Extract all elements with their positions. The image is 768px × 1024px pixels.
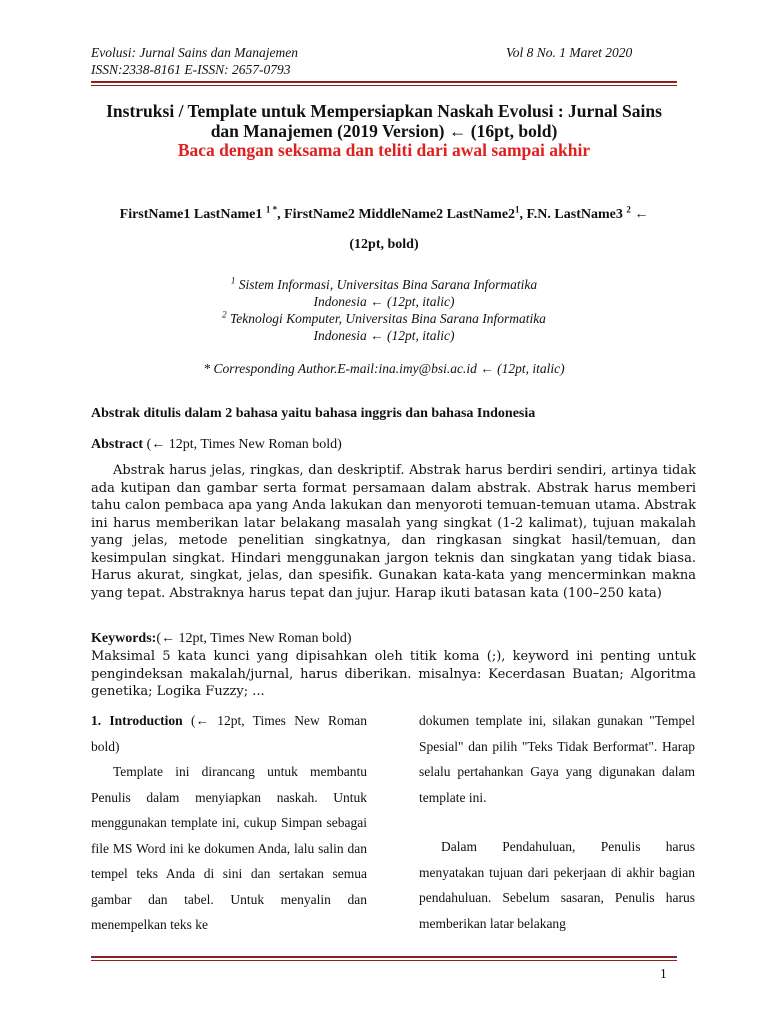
header-rule-thin bbox=[91, 85, 677, 86]
corresponding-author: * Corresponding Author.E-mail:ina.imy@bsi.ac.id ← (12pt, italic) bbox=[203, 361, 565, 376]
affil-2-line-2: Indonesia ← (12pt, italic) bbox=[313, 328, 455, 343]
keywords-heading bbox=[91, 631, 352, 647]
title-line-1: Instruksi / Template untuk Mempersiapkan Naskah Evolusi : Jurnal Sains bbox=[106, 101, 662, 121]
intro-paragraph-1-continued: dokumen template ini, silakan gunakan "Tempel Spesial" dan pilih "Teks Tidak Berformat". Harap selalu pertahankan Gaya yang digunakan dalam template ini. bbox=[419, 713, 695, 805]
paper-subtitle: Baca dengan seksama dan teliti dari awal sampai akhir bbox=[177, 140, 591, 160]
journal-volume: Vol 8 No. 1 Maret 2020 bbox=[506, 45, 633, 60]
author-note-arrow: ← bbox=[630, 207, 649, 222]
running-header-left bbox=[91, 44, 298, 78]
author-format-note: (12pt, bold) bbox=[349, 237, 419, 252]
abstract-heading bbox=[91, 437, 342, 453]
abstract-label-note: (← 12pt, Times New Roman bold) bbox=[143, 437, 342, 452]
affiliations bbox=[91, 276, 677, 344]
right-column bbox=[419, 708, 695, 936]
author-list bbox=[91, 200, 677, 260]
author-1-affil: 1 * bbox=[265, 204, 278, 215]
intro-paragraph-1: Template ini dirancang untuk membantu Penulis dalam menyiapkan naskah. Untuk menggunakan template ini, cukup Simpan sebagai file MS Word ini ke dokumen Anda, lalu salin dan tempel teks Anda di sini dan sertakan semua gambar dan tabel. Untuk menyalin dan menempelkan teks ke bbox=[91, 764, 367, 932]
author-3: , F.N. LastName3 bbox=[519, 207, 623, 222]
footer-rule-thin bbox=[91, 960, 677, 961]
abstract-language-heading: Abstrak ditulis dalam 2 bahasa yaitu bahasa inggris dan bahasa Indonesia bbox=[91, 406, 536, 421]
affil-2-mark: 2 bbox=[222, 309, 227, 320]
page-number: 1 bbox=[660, 966, 667, 981]
abstract-body: Abstrak harus jelas, ringkas, dan deskriptif. Abstrak harus berdiri sendiri, artinya tidak ada kutipan dan gambar serta format persamaan dalam abstrak. Abstrak harus memberi tahu calon pembaca apa yang Anda lakukan dan menyoroti temuan-temuan utama. Abstrak ini harus memberikan latar belakang masalah yang singkat (1-2 kalimat), tujuan makalah yang jelas, metode penelitian singkatnya, dan ringkasan singkat hasil/temuan, dan kesimpulan singkat. Hindari menggunakan jargon teknis dan singkatan yang tidak biasa. Harus akurat, singkat, jelas, dan spesifik. Gunakan kata-kata yang mencerminkan makna yang tepat. Abstraknya harus tepat dan jujur. Harap ikuti batasan kata (100–250 kata) bbox=[91, 463, 696, 601]
journal-issn: ISSN:2338-8161 E-ISSN: 2657-0793 bbox=[91, 62, 291, 77]
left-column bbox=[91, 708, 367, 938]
affil-1-line-2: Indonesia ← (12pt, italic) bbox=[313, 294, 455, 309]
intro-heading-note: (← 12pt, Times New Roman bold) bbox=[91, 713, 367, 754]
header-rule bbox=[91, 81, 677, 83]
author-2-affil: 1 bbox=[515, 204, 520, 215]
author-2: , FirstName2 MiddleName2 LastName2 bbox=[277, 207, 516, 222]
keywords-label-note: (← 12pt, Times New Roman bold) bbox=[156, 631, 352, 646]
journal-name: Evolusi: Jurnal Sains dan Manajemen bbox=[91, 45, 298, 60]
keywords-label: Keywords: bbox=[91, 631, 157, 646]
affil-2-line-1: Teknologi Komputer, Universitas Bina Sarana Informatika bbox=[226, 311, 546, 326]
affil-1-line-1: Sistem Informasi, Universitas Bina Sarana Informatika bbox=[235, 277, 538, 292]
abstract-label: Abstract bbox=[91, 437, 144, 452]
keywords-body: Maksimal 5 kata kunci yang dipisahkan oleh titik koma (;), keyword ini penting untuk pengindeksan makalah/jurnal, harus diberikan. misalnya: Kecerdasan Buatan; Algoritma genetika; Logika Fuzzy; ... bbox=[91, 649, 696, 699]
title-line-2: dan Manajemen (2019 Version) ← (16pt, bold) bbox=[210, 120, 558, 141]
author-3-affil: 2 bbox=[626, 204, 631, 215]
intro-heading bbox=[91, 708, 367, 759]
intro-heading-label: 1. Introduction bbox=[91, 713, 183, 728]
intro-paragraph-2: Dalam Pendahuluan, Penulis harus menyatakan tujuan dari pekerjaan di akhir bagian pendahuluan. Sebelum sasaran, Penulis harus memberikan latar belakang bbox=[419, 839, 695, 931]
author-1: FirstName1 LastName1 bbox=[119, 207, 263, 222]
affil-1-mark: 1 bbox=[230, 275, 236, 286]
footer-rule bbox=[91, 956, 677, 958]
paper-title bbox=[91, 102, 677, 141]
